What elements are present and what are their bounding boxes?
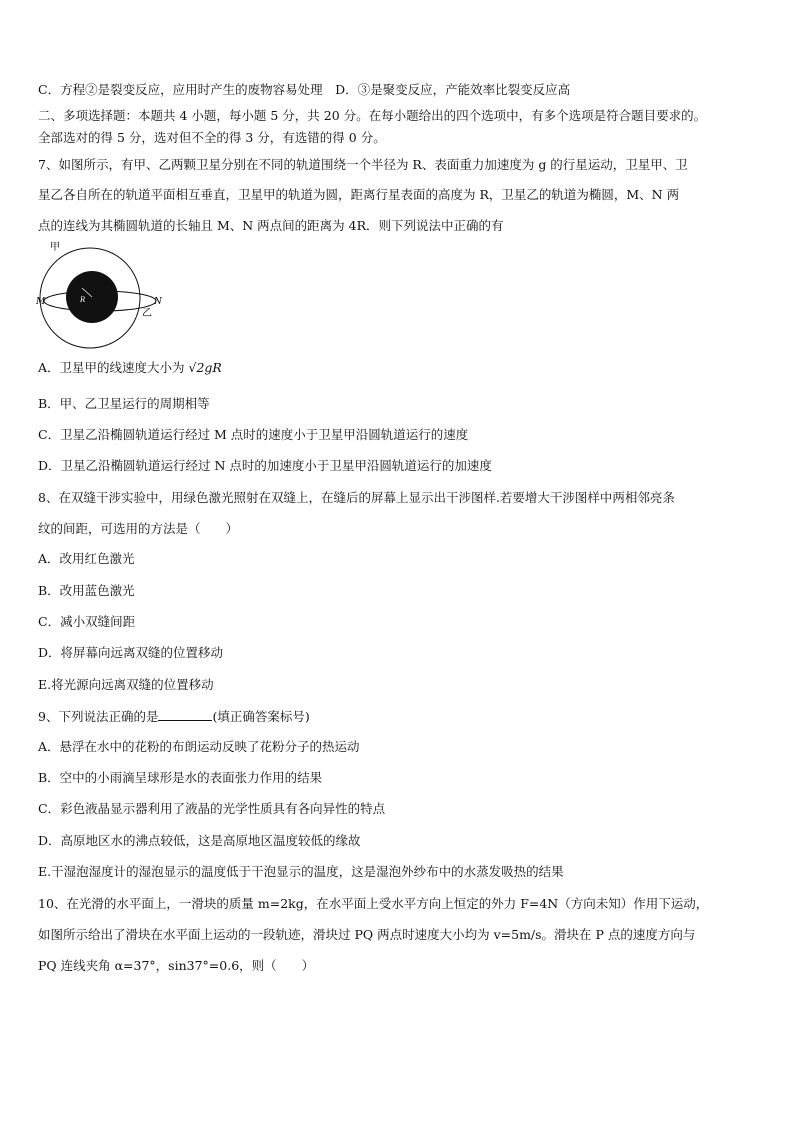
- question-7-option-a: [38, 360, 222, 376]
- question-9-suffix: (填正确答案标号): [212, 709, 310, 724]
- label-m: M: [36, 297, 46, 307]
- sqrt-2gR: √2gR: [188, 360, 222, 375]
- option-a-text: A．卫星甲的线速度大小为: [38, 360, 189, 375]
- question-9-option-c: C．彩色液晶显示器利用了液晶的光学性质具有各向异性的特点: [38, 801, 386, 816]
- question-10-line-3: PQ 连线夹角 α=37°，sin37°=0.6，则（ ）: [38, 958, 315, 973]
- label-jia: 甲: [50, 242, 60, 253]
- question-9-option-b: B．空中的小雨滴呈球形是水的表面张力作用的结果: [38, 770, 323, 785]
- question-8-option-e: E.将光源向远离双缝的位置移动: [38, 677, 214, 692]
- label-r: R: [80, 296, 86, 304]
- question-8-line-2: 纹的间距，可选用的方法是（ ）: [38, 521, 239, 536]
- question-8-option-d: D．将屏幕向远离双缝的位置移动: [38, 645, 224, 660]
- option-c-d-prev-question: C．方程②是裂变反应，应用时产生的废物容易处理 D．③是聚变反应，产能效率比裂变反应高: [38, 82, 571, 97]
- label-n: N: [154, 297, 162, 307]
- section-heading-multiple-choice: 二、多项选择题：本题共 4 小题，每小题 5 分，共 20 分。在每小题给出的四个选项中，有多个选项是符合题目要求的。: [38, 108, 707, 123]
- question-7-line-3: 点的连线为其椭圆轨道的长轴且 M、N 两点间的距离为 4R．则下列说法中正确的有: [38, 218, 504, 233]
- question-9-prefix: 9、下列说法正确的是: [38, 709, 159, 724]
- question-7-line-1: 7、如图所示，有甲、乙两颗卫星分别在不同的轨道围绕一个半径为 R、表面重力加速度为 g 的行星运动，卫星甲、卫: [38, 157, 688, 172]
- question-8-option-a: A．改用红色激光: [38, 551, 135, 566]
- label-yi: 乙: [142, 308, 152, 319]
- question-8-option-c: C．减小双缝间距: [38, 614, 136, 629]
- question-7-option-d: D．卫星乙沿椭圆轨道运行经过 N 点时的加速度小于卫星甲沿圆轨道运行的加速度: [38, 458, 492, 473]
- question-8-line-1: 8、在双缝干涉实验中，用绿色激光照射在双缝上，在缝后的屏幕上显示出干涉图样.若要增大干涉图样中两相邻亮条: [38, 490, 675, 505]
- question-7-option-c: C．卫星乙沿椭圆轨道运行经过 M 点时的速度小于卫星甲沿圆轨道运行的速度: [38, 427, 469, 442]
- question-10-line-2: 如图所示给出了滑块在水平面上运动的一段轨迹，滑块过 PQ 两点时速度大小均为 v=5m/s。滑块在 P 点的速度方向与: [38, 927, 696, 942]
- question-10-line-1: 10、在光滑的水平面上，一滑块的质量 m=2kg，在水平面上受水平方向上恒定的外力 F=4N（方向未知）作用下运动，: [38, 896, 709, 911]
- question-9-option-a: A．悬浮在水中的花粉的布朗运动反映了花粉分子的热运动: [38, 739, 360, 754]
- section-scoring-note: 全部选对的得 5 分，选对但不全的得 3 分，有选错的得 0 分。: [38, 130, 386, 145]
- question-9-stem: [38, 708, 310, 725]
- question-7-option-b: B．甲、乙卫星运行的周期相等: [38, 396, 210, 411]
- answer-blank: [158, 708, 212, 721]
- question-9-option-e: E.干湿泡湿度计的湿泡显示的温度低于干泡显示的温度，这是湿泡外纱布中的水蒸发吸热的结果: [38, 864, 564, 879]
- question-8-option-b: B．改用蓝色激光: [38, 583, 135, 598]
- satellite-orbit-diagram: [30, 240, 170, 350]
- question-9-option-d: D．高原地区水的沸点较低，这是高原地区温度较低的缘故: [38, 833, 361, 848]
- question-7-line-2: 星乙各自所在的轨道平面相互垂直，卫星甲的轨道为圆，距离行星表面的高度为 R，卫星乙的轨道为椭圆，M、N 两: [38, 187, 680, 202]
